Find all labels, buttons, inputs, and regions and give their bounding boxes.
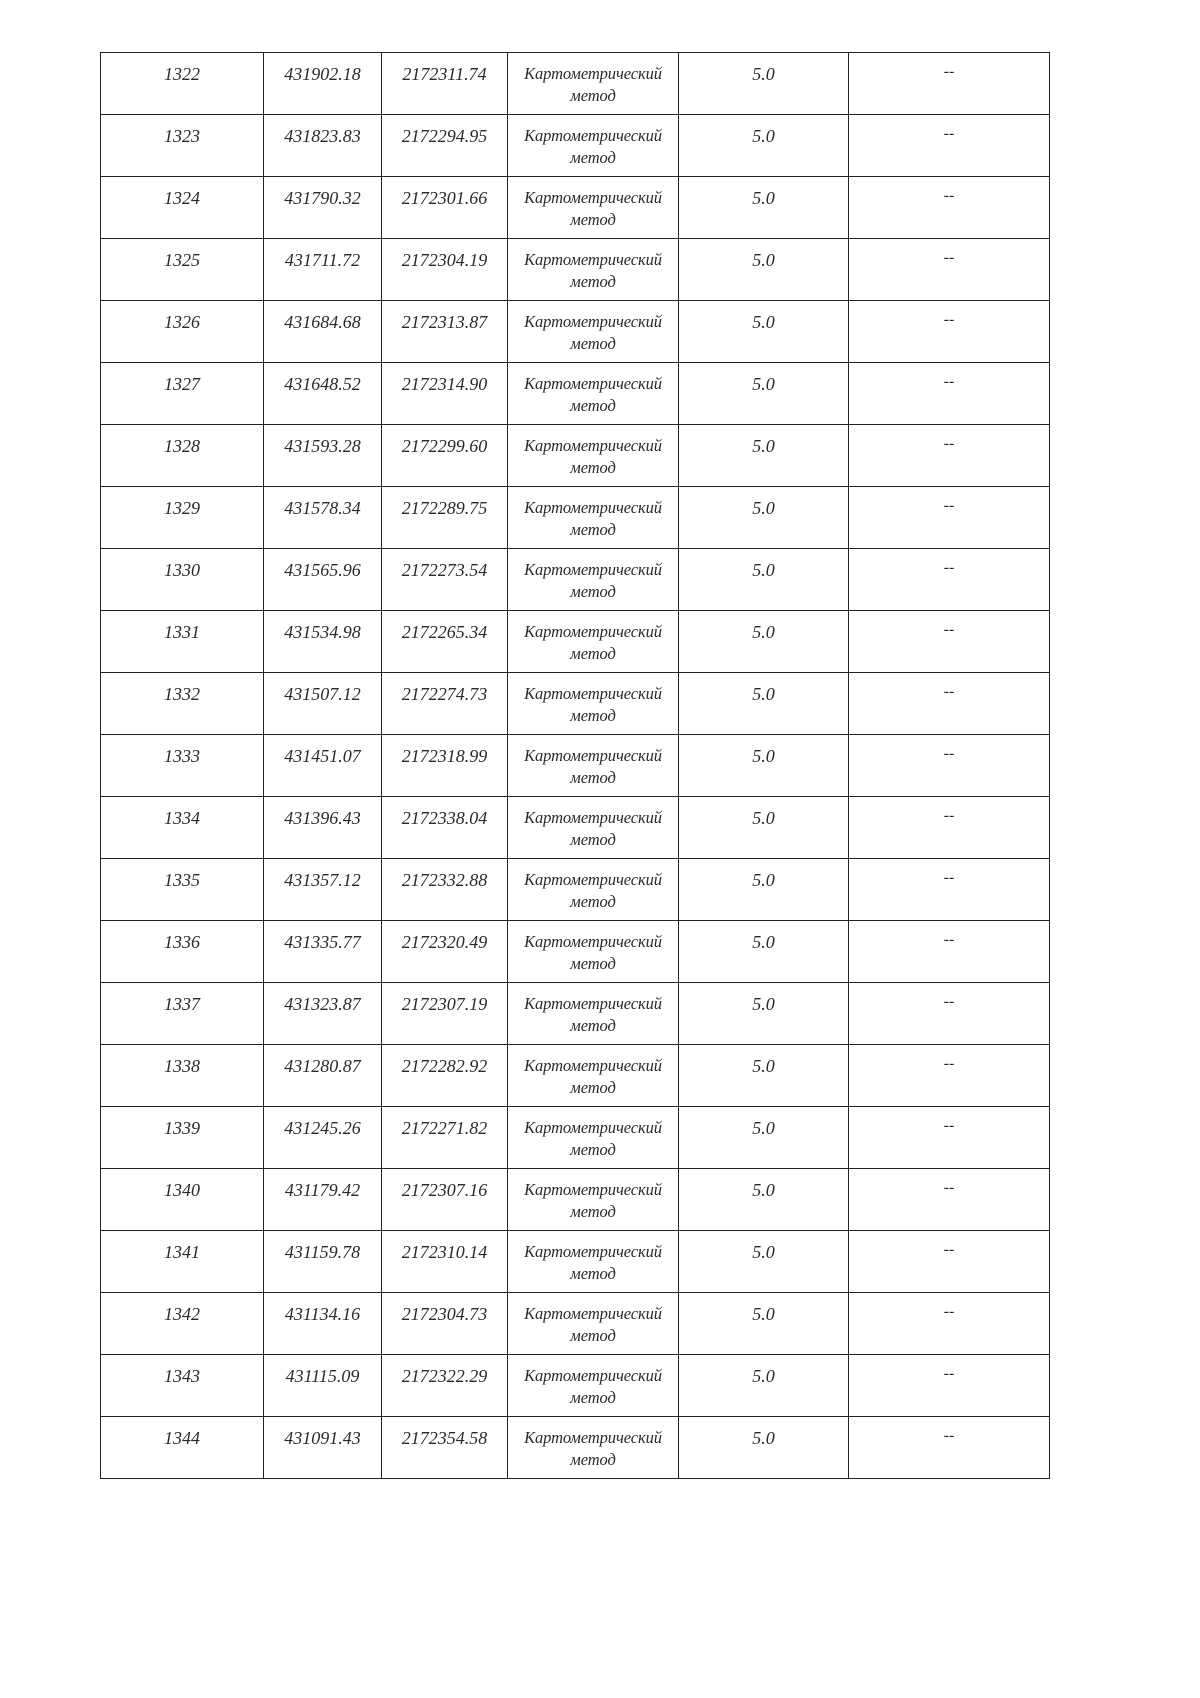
method-line-2: метод	[570, 1078, 616, 1097]
table-row	[101, 53, 1050, 115]
method-line-1: Картометрический	[524, 64, 662, 83]
method-line-1: Картометрический	[524, 684, 662, 703]
method-line-2: метод	[570, 1202, 616, 1221]
point-number-cell: 1337	[101, 983, 264, 1045]
accuracy-cell: 5.0	[679, 425, 849, 487]
method-line-1: Картометрический	[524, 1366, 662, 1385]
method-line-2: метод	[570, 334, 616, 353]
accuracy-cell: 5.0	[679, 301, 849, 363]
method-line-2: метод	[570, 644, 616, 663]
table-row	[101, 611, 1050, 673]
x-coordinate-cell: 431451.07	[264, 735, 382, 797]
method-line-1: Картометрический	[524, 436, 662, 455]
y-coordinate-cell: 2172273.54	[382, 549, 508, 611]
note-cell: --	[849, 1355, 1050, 1417]
y-coordinate-cell: 2172332.88	[382, 859, 508, 921]
y-coordinate-cell: 2172304.73	[382, 1293, 508, 1355]
method-cell	[508, 859, 679, 921]
note-cell: --	[849, 1231, 1050, 1293]
point-number-cell: 1322	[101, 53, 264, 115]
y-coordinate-cell: 2172271.82	[382, 1107, 508, 1169]
y-coordinate-cell: 2172301.66	[382, 177, 508, 239]
method-cell	[508, 1417, 679, 1479]
method-line-1: Картометрический	[524, 1242, 662, 1261]
point-number-cell: 1331	[101, 611, 264, 673]
note-cell: --	[849, 1293, 1050, 1355]
note-cell: --	[849, 301, 1050, 363]
point-number-cell: 1342	[101, 1293, 264, 1355]
x-coordinate-cell: 431245.26	[264, 1107, 382, 1169]
method-line-1: Картометрический	[524, 808, 662, 827]
table-row	[101, 673, 1050, 735]
point-number-cell: 1336	[101, 921, 264, 983]
y-coordinate-cell: 2172310.14	[382, 1231, 508, 1293]
x-coordinate-cell: 431648.52	[264, 363, 382, 425]
y-coordinate-cell: 2172311.74	[382, 53, 508, 115]
x-coordinate-cell: 431179.42	[264, 1169, 382, 1231]
method-cell	[508, 1045, 679, 1107]
point-number-cell: 1344	[101, 1417, 264, 1479]
note-cell: --	[849, 1417, 1050, 1479]
y-coordinate-cell: 2172299.60	[382, 425, 508, 487]
method-line-2: метод	[570, 210, 616, 229]
method-cell	[508, 301, 679, 363]
method-line-1: Картометрический	[524, 1180, 662, 1199]
y-coordinate-cell: 2172282.92	[382, 1045, 508, 1107]
method-line-1: Картометрический	[524, 622, 662, 641]
accuracy-cell: 5.0	[679, 549, 849, 611]
coordinates-table-body	[101, 53, 1050, 1479]
method-line-1: Картометрический	[524, 932, 662, 951]
note-cell: --	[849, 921, 1050, 983]
method-line-2: метод	[570, 1264, 616, 1283]
x-coordinate-cell: 431593.28	[264, 425, 382, 487]
method-line-1: Картометрический	[524, 994, 662, 1013]
method-line-1: Картометрический	[524, 870, 662, 889]
accuracy-cell: 5.0	[679, 1169, 849, 1231]
x-coordinate-cell: 431159.78	[264, 1231, 382, 1293]
x-coordinate-cell: 431902.18	[264, 53, 382, 115]
table-row	[101, 1293, 1050, 1355]
method-line-2: метод	[570, 954, 616, 973]
accuracy-cell: 5.0	[679, 921, 849, 983]
x-coordinate-cell: 431711.72	[264, 239, 382, 301]
y-coordinate-cell: 2172304.19	[382, 239, 508, 301]
x-coordinate-cell: 431335.77	[264, 921, 382, 983]
y-coordinate-cell: 2172274.73	[382, 673, 508, 735]
note-cell: --	[849, 735, 1050, 797]
x-coordinate-cell: 431534.98	[264, 611, 382, 673]
table-row	[101, 1417, 1050, 1479]
x-coordinate-cell: 431091.43	[264, 1417, 382, 1479]
method-line-1: Картометрический	[524, 1428, 662, 1447]
y-coordinate-cell: 2172289.75	[382, 487, 508, 549]
method-line-2: метод	[570, 1450, 616, 1469]
accuracy-cell: 5.0	[679, 1417, 849, 1479]
accuracy-cell: 5.0	[679, 487, 849, 549]
accuracy-cell: 5.0	[679, 859, 849, 921]
point-number-cell: 1339	[101, 1107, 264, 1169]
accuracy-cell: 5.0	[679, 1045, 849, 1107]
method-line-2: метод	[570, 892, 616, 911]
x-coordinate-cell: 431684.68	[264, 301, 382, 363]
y-coordinate-cell: 2172307.19	[382, 983, 508, 1045]
note-cell: --	[849, 487, 1050, 549]
method-cell	[508, 363, 679, 425]
accuracy-cell: 5.0	[679, 239, 849, 301]
method-line-2: метод	[570, 272, 616, 291]
note-cell: --	[849, 859, 1050, 921]
point-number-cell: 1323	[101, 115, 264, 177]
accuracy-cell: 5.0	[679, 363, 849, 425]
point-number-cell: 1335	[101, 859, 264, 921]
method-line-2: метод	[570, 582, 616, 601]
accuracy-cell: 5.0	[679, 1293, 849, 1355]
note-cell: --	[849, 611, 1050, 673]
y-coordinate-cell: 2172318.99	[382, 735, 508, 797]
note-cell: --	[849, 177, 1050, 239]
x-coordinate-cell: 431280.87	[264, 1045, 382, 1107]
point-number-cell: 1332	[101, 673, 264, 735]
table-row	[101, 1045, 1050, 1107]
note-cell: --	[849, 1107, 1050, 1169]
point-number-cell: 1330	[101, 549, 264, 611]
method-cell	[508, 487, 679, 549]
document-page	[100, 52, 1049, 1479]
method-line-1: Картометрический	[524, 560, 662, 579]
x-coordinate-cell: 431565.96	[264, 549, 382, 611]
method-line-1: Картометрический	[524, 1304, 662, 1323]
point-number-cell: 1340	[101, 1169, 264, 1231]
table-row	[101, 797, 1050, 859]
accuracy-cell: 5.0	[679, 115, 849, 177]
method-line-1: Картометрический	[524, 374, 662, 393]
table-row	[101, 735, 1050, 797]
accuracy-cell: 5.0	[679, 1231, 849, 1293]
method-cell	[508, 1169, 679, 1231]
accuracy-cell: 5.0	[679, 797, 849, 859]
point-number-cell: 1333	[101, 735, 264, 797]
method-cell	[508, 177, 679, 239]
method-line-2: метод	[570, 768, 616, 787]
method-line-1: Картометрический	[524, 1118, 662, 1137]
method-line-1: Картометрический	[524, 746, 662, 765]
y-coordinate-cell: 2172307.16	[382, 1169, 508, 1231]
accuracy-cell: 5.0	[679, 1107, 849, 1169]
method-line-2: метод	[570, 148, 616, 167]
point-number-cell: 1334	[101, 797, 264, 859]
note-cell: --	[849, 425, 1050, 487]
method-line-2: метод	[570, 1016, 616, 1035]
method-line-2: метод	[570, 396, 616, 415]
method-line-1: Картометрический	[524, 312, 662, 331]
note-cell: --	[849, 1169, 1050, 1231]
table-row	[101, 363, 1050, 425]
method-cell	[508, 1107, 679, 1169]
x-coordinate-cell: 431507.12	[264, 673, 382, 735]
method-line-2: метод	[570, 1388, 616, 1407]
method-line-2: метод	[570, 86, 616, 105]
x-coordinate-cell: 431396.43	[264, 797, 382, 859]
table-row	[101, 1355, 1050, 1417]
accuracy-cell: 5.0	[679, 177, 849, 239]
method-line-2: метод	[570, 706, 616, 725]
table-row	[101, 425, 1050, 487]
point-number-cell: 1328	[101, 425, 264, 487]
point-number-cell: 1343	[101, 1355, 264, 1417]
y-coordinate-cell: 2172314.90	[382, 363, 508, 425]
method-line-1: Картометрический	[524, 250, 662, 269]
method-line-2: метод	[570, 520, 616, 539]
x-coordinate-cell: 431357.12	[264, 859, 382, 921]
table-row	[101, 115, 1050, 177]
point-number-cell: 1329	[101, 487, 264, 549]
point-number-cell: 1325	[101, 239, 264, 301]
method-cell	[508, 673, 679, 735]
note-cell: --	[849, 239, 1050, 301]
method-cell	[508, 115, 679, 177]
method-cell	[508, 797, 679, 859]
method-line-2: метод	[570, 458, 616, 477]
method-cell	[508, 1231, 679, 1293]
method-line-1: Картометрический	[524, 1056, 662, 1075]
accuracy-cell: 5.0	[679, 1355, 849, 1417]
accuracy-cell: 5.0	[679, 673, 849, 735]
y-coordinate-cell: 2172322.29	[382, 1355, 508, 1417]
point-number-cell: 1326	[101, 301, 264, 363]
table-row	[101, 921, 1050, 983]
y-coordinate-cell: 2172354.58	[382, 1417, 508, 1479]
method-cell	[508, 735, 679, 797]
coordinates-table	[100, 52, 1050, 1479]
note-cell: --	[849, 1045, 1050, 1107]
method-cell	[508, 983, 679, 1045]
table-row	[101, 239, 1050, 301]
point-number-cell: 1341	[101, 1231, 264, 1293]
note-cell: --	[849, 53, 1050, 115]
table-row	[101, 1169, 1050, 1231]
method-cell	[508, 1355, 679, 1417]
x-coordinate-cell: 431578.34	[264, 487, 382, 549]
method-line-2: метод	[570, 1140, 616, 1159]
point-number-cell: 1338	[101, 1045, 264, 1107]
x-coordinate-cell: 431790.32	[264, 177, 382, 239]
y-coordinate-cell: 2172265.34	[382, 611, 508, 673]
table-row	[101, 1231, 1050, 1293]
accuracy-cell: 5.0	[679, 611, 849, 673]
method-line-1: Картометрический	[524, 126, 662, 145]
table-row	[101, 1107, 1050, 1169]
x-coordinate-cell: 431823.83	[264, 115, 382, 177]
table-row	[101, 177, 1050, 239]
accuracy-cell: 5.0	[679, 53, 849, 115]
method-cell	[508, 1293, 679, 1355]
method-cell	[508, 549, 679, 611]
table-row	[101, 301, 1050, 363]
y-coordinate-cell: 2172338.04	[382, 797, 508, 859]
method-cell	[508, 425, 679, 487]
method-cell	[508, 611, 679, 673]
method-line-2: метод	[570, 830, 616, 849]
method-line-1: Картометрический	[524, 498, 662, 517]
accuracy-cell: 5.0	[679, 983, 849, 1045]
y-coordinate-cell: 2172320.49	[382, 921, 508, 983]
accuracy-cell: 5.0	[679, 735, 849, 797]
table-row	[101, 487, 1050, 549]
y-coordinate-cell: 2172313.87	[382, 301, 508, 363]
note-cell: --	[849, 797, 1050, 859]
table-row	[101, 983, 1050, 1045]
note-cell: --	[849, 549, 1050, 611]
point-number-cell: 1324	[101, 177, 264, 239]
method-cell	[508, 53, 679, 115]
note-cell: --	[849, 115, 1050, 177]
x-coordinate-cell: 431323.87	[264, 983, 382, 1045]
note-cell: --	[849, 363, 1050, 425]
note-cell: --	[849, 673, 1050, 735]
y-coordinate-cell: 2172294.95	[382, 115, 508, 177]
x-coordinate-cell: 431115.09	[264, 1355, 382, 1417]
table-row	[101, 859, 1050, 921]
x-coordinate-cell: 431134.16	[264, 1293, 382, 1355]
method-line-1: Картометрический	[524, 188, 662, 207]
table-row	[101, 549, 1050, 611]
note-cell: --	[849, 983, 1050, 1045]
method-cell	[508, 921, 679, 983]
point-number-cell: 1327	[101, 363, 264, 425]
method-line-2: метод	[570, 1326, 616, 1345]
method-cell	[508, 239, 679, 301]
